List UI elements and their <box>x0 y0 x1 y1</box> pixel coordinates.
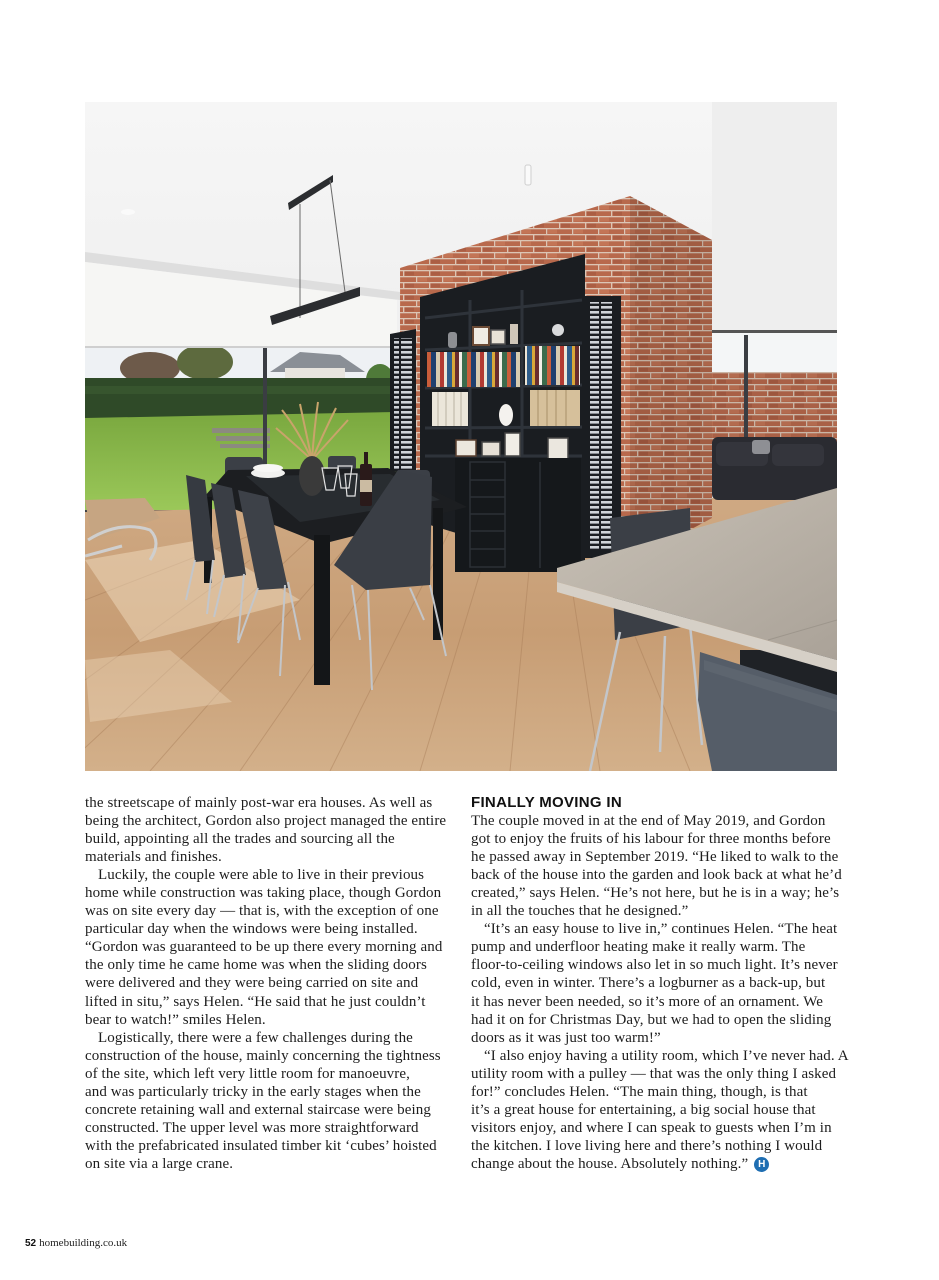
vase <box>299 456 325 496</box>
body-text-left-column <box>85 794 457 1173</box>
text-line: utility room with a pulley — that was the only thing I asked <box>471 1065 837 1082</box>
text-line: he passed away in September 2019. “He liked to walk to the <box>471 849 839 866</box>
bookcase <box>420 254 585 572</box>
text-line: got to enjoy the fruits of his labour for three months before <box>471 831 831 848</box>
text-line: back of the house into the garden and look back at what he’d <box>471 867 842 884</box>
paragraph <box>471 920 843 1046</box>
section-heading: FINALLY MOVING IN <box>471 794 622 811</box>
text-line: doors as it was just too warm!” <box>471 1029 661 1046</box>
text-line: for!” concludes Helen. “The main thing, though, is that <box>471 1083 808 1100</box>
text-line: pump and underfloor heating make it really warm. The <box>471 939 806 956</box>
text-line: the streetscape of mainly post-war era houses. As well as <box>85 795 433 811</box>
text-line: construction of the house, mainly concerning the tightness <box>85 1047 441 1064</box>
paragraph <box>85 866 457 1028</box>
text-line: it has never been needed, so it’s more of an ornament. We <box>471 993 824 1010</box>
text-line <box>471 1155 843 1173</box>
site-url: homebuilding.co.uk <box>39 1237 128 1249</box>
text-line-content: change about the house. Absolutely nothing.” <box>471 1155 749 1172</box>
text-line: concrete retaining wall and external staircase were being <box>85 1101 431 1118</box>
text-line: was on site every day — that is, with the exception of one <box>85 903 439 920</box>
text-line: lifted in situ,” says Helen. “He said that he just couldn’t <box>85 993 426 1010</box>
text-line: Logistically, there were a few challenges during the <box>98 1029 413 1046</box>
text-line: the kitchen. I love living here and there’s nothing I would <box>471 1137 823 1154</box>
text-line: The couple moved in at the end of May 2019, and Gordon <box>471 813 826 830</box>
paragraph <box>85 1029 457 1173</box>
text-line: cold, even in winter. There’s a logburner as a back-up, but <box>471 975 826 992</box>
text-line: had it on for Christmas Day, but we had to open the sliding <box>471 1011 832 1028</box>
text-line: “Gordon was guaranteed to be up there every morning and <box>85 939 443 956</box>
cd-tower-left <box>390 329 416 478</box>
text-line: the only time he came home was when the sliding doors <box>85 957 427 974</box>
text-line: in all the touches that he designed.” <box>471 903 689 920</box>
text-line: and was particularly tricky in the early stages when the <box>85 1083 421 1100</box>
text-line: particular day when the windows were being installed. <box>85 921 418 938</box>
text-line: build, appointing all the trades and sourcing all the <box>85 831 395 848</box>
text-line: of the site, which left very little room for manoeuvre, <box>85 1065 410 1082</box>
text-line: on site via a large crane. <box>85 1155 234 1172</box>
text-line: were delivered and they were being carried on site and <box>85 975 419 992</box>
text-line: “It’s an easy house to live in,” continues Helen. “The heat <box>484 921 838 938</box>
text-line: being the architect, Gordon also project managed the entire <box>85 813 447 830</box>
text-line: created,” says Helen. “He’s not here, but he is in a way; he’s <box>471 885 840 902</box>
paragraph <box>471 1047 849 1173</box>
paragraph <box>471 812 843 920</box>
paragraph <box>85 794 457 866</box>
text-line: bear to watch!” smiles Helen. <box>85 1011 266 1028</box>
homebuilding-h-logo-icon: H <box>754 1157 769 1172</box>
text-line: “I also enjoy having a utility room, which I’ve never had. A <box>484 1047 849 1064</box>
sofa <box>712 437 837 500</box>
text-line: constructed. The upper level was more straightforward <box>85 1119 419 1136</box>
text-line: home while construction was taking place, though Gordon <box>85 885 442 902</box>
text-line: visitors enjoy, and where I can speak to guests when I’m in <box>471 1119 832 1136</box>
body-text-right-column <box>471 794 849 1173</box>
text-line: it’s a great house for entertaining, a big social house that <box>471 1101 816 1118</box>
text-line: with the prefabricated insulated timber kit ‘cubes’ hoisted <box>85 1137 437 1154</box>
interior-photo <box>85 102 837 771</box>
page-footer <box>25 1233 127 1247</box>
text-line: Luckily, the couple were able to live in their previous <box>98 867 425 884</box>
text-line: floor-to-ceiling windows also let in so much light. It’s never <box>471 957 838 974</box>
text-line: materials and finishes. <box>85 849 222 866</box>
page-number: 52 <box>25 1238 37 1249</box>
